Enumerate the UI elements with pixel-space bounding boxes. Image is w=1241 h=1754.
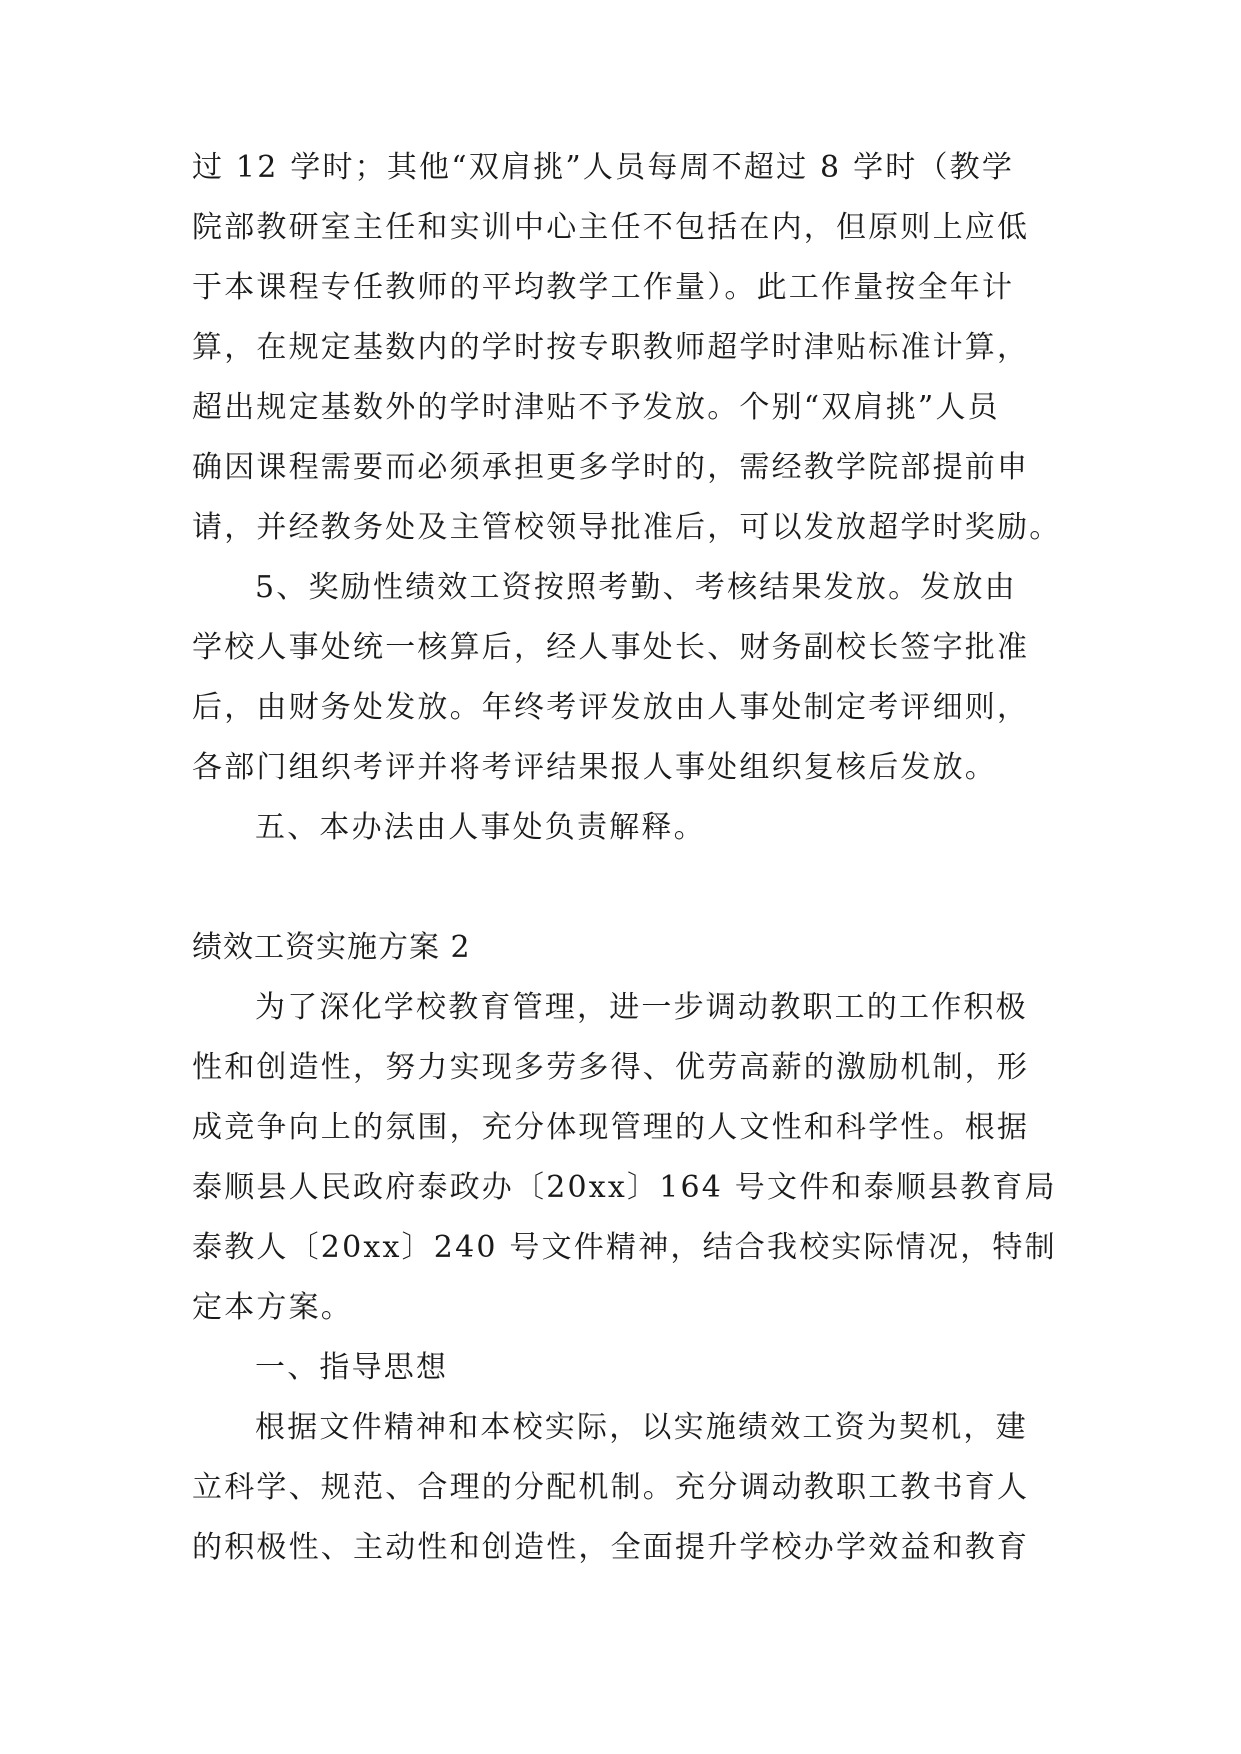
- intro-line: 成竞争向上的氛围，充分体现管理的人文性和科学性。根据: [192, 1110, 1030, 1145]
- intro-line: 泰顺县人民政府泰政办〔20xx〕164 号文件和泰顺县教育局: [192, 1170, 1057, 1205]
- section-title: 绩效工资实施方案 2: [192, 930, 471, 965]
- paragraph-line: 院部教研室主任和实训中心主任不包括在内，但原则上应低: [192, 210, 1030, 245]
- item-5-line: 各部门组织考评并将考评结果报人事处组织复核后发放。: [192, 750, 997, 785]
- item-5-line: 学校人事处统一核算后，经人事处长、财务副校长签字批准: [192, 630, 1030, 665]
- paragraph-line: 过 12 学时；其他“双肩挑”人员每周不超过 8 学时（教学: [192, 150, 1015, 185]
- paragraph-line: 超出规定基数外的学时津贴不予发放。个别“双肩挑”人员: [192, 390, 1000, 425]
- subheading-guiding-ideology: 一、指导思想: [255, 1350, 449, 1385]
- guideline-line: 立科学、规范、合理的分配机制。充分调动教职工教书育人: [192, 1470, 1030, 1505]
- item-five-line: 五、本办法由人事处负责解释。: [255, 810, 706, 845]
- paragraph-line: 算，在规定基数内的学时按专职教师超学时津贴标准计算，: [192, 330, 1030, 365]
- intro-line: 定本方案。: [192, 1290, 353, 1325]
- paragraph-line: 于本课程专任教师的平均教学工作量）。此工作量按全年计: [192, 270, 1015, 305]
- intro-line: 性和创造性，努力实现多劳多得、优劳高薪的激励机制，形: [192, 1050, 1030, 1085]
- item-5-line: 后，由财务处发放。年终考评发放由人事处制定考评细则，: [192, 690, 1030, 725]
- item-5-line: 5、奖励性绩效工资按照考勤、考核结果发放。发放由: [255, 570, 1017, 605]
- guideline-line: 根据文件精神和本校实际，以实施绩效工资为契机，建: [255, 1410, 1028, 1445]
- paragraph-line: 请，并经教务处及主管校领导批准后，可以发放超学时奖励。: [192, 510, 1062, 545]
- intro-line: 为了深化学校教育管理，进一步调动教职工的工作积极: [255, 990, 1028, 1025]
- intro-line: 泰教人〔20xx〕240 号文件精神，结合我校实际情况，特制: [192, 1230, 1057, 1265]
- guideline-line: 的积极性、主动性和创造性，全面提升学校办学效益和教育: [192, 1530, 1030, 1565]
- paragraph-line: 确因课程需要而必须承担更多学时的，需经教学院部提前申: [192, 450, 1030, 485]
